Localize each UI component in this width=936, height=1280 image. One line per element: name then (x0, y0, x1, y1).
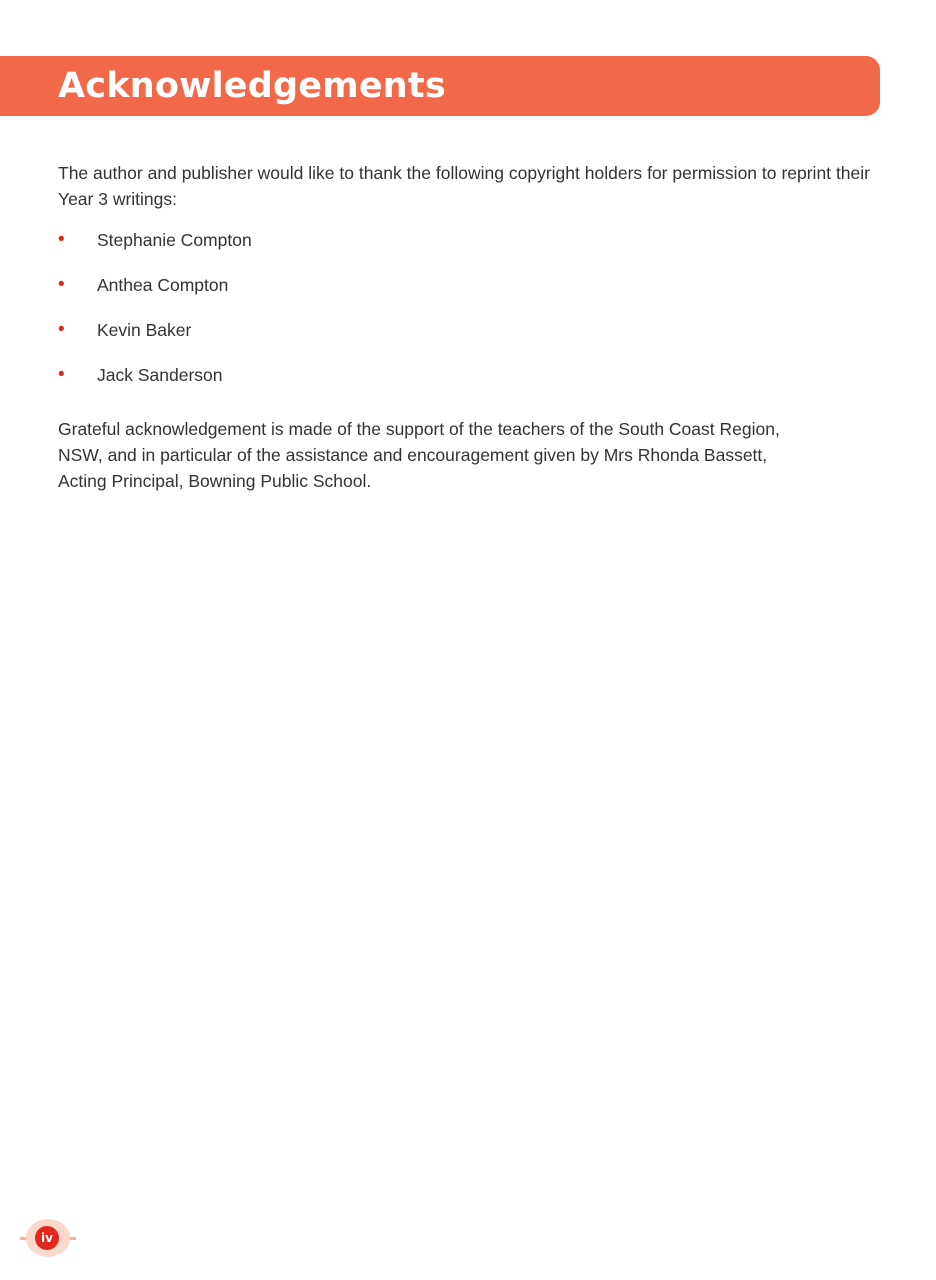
page-number-badge (20, 1218, 76, 1258)
closing-line: NSW, and in particular of the assistance and encouragement given by Mrs Rhonda Bassett, (58, 445, 768, 465)
title-banner (0, 56, 880, 116)
list-item (58, 228, 870, 273)
bullet-icon: • (58, 319, 65, 340)
list-item-label: Jack Sanderson (97, 365, 223, 385)
list-item-label: Kevin Baker (97, 320, 192, 340)
list-item (58, 363, 870, 408)
list-item-label: Anthea Compton (97, 275, 229, 295)
list-item (58, 318, 870, 363)
closing-line: Acting Principal, Bowning Public School. (58, 471, 372, 491)
page-number: iv (41, 1231, 53, 1245)
closing-paragraph (58, 416, 870, 494)
bullet-icon: • (58, 274, 65, 295)
list-item (58, 273, 870, 318)
page-title: Acknowledgements (58, 66, 446, 106)
intro-paragraph: The author and publisher would like to thank the following copyright holders for permission to reprint their Year 3 writings: (58, 163, 870, 209)
name-list (58, 228, 870, 408)
bullet-icon: • (58, 364, 65, 385)
content (58, 160, 870, 494)
list-item-label: Stephanie Compton (97, 230, 252, 250)
bullet-icon: • (58, 229, 65, 250)
closing-line: Grateful acknowledgement is made of the support of the teachers of the South Coast Region, (58, 419, 780, 439)
